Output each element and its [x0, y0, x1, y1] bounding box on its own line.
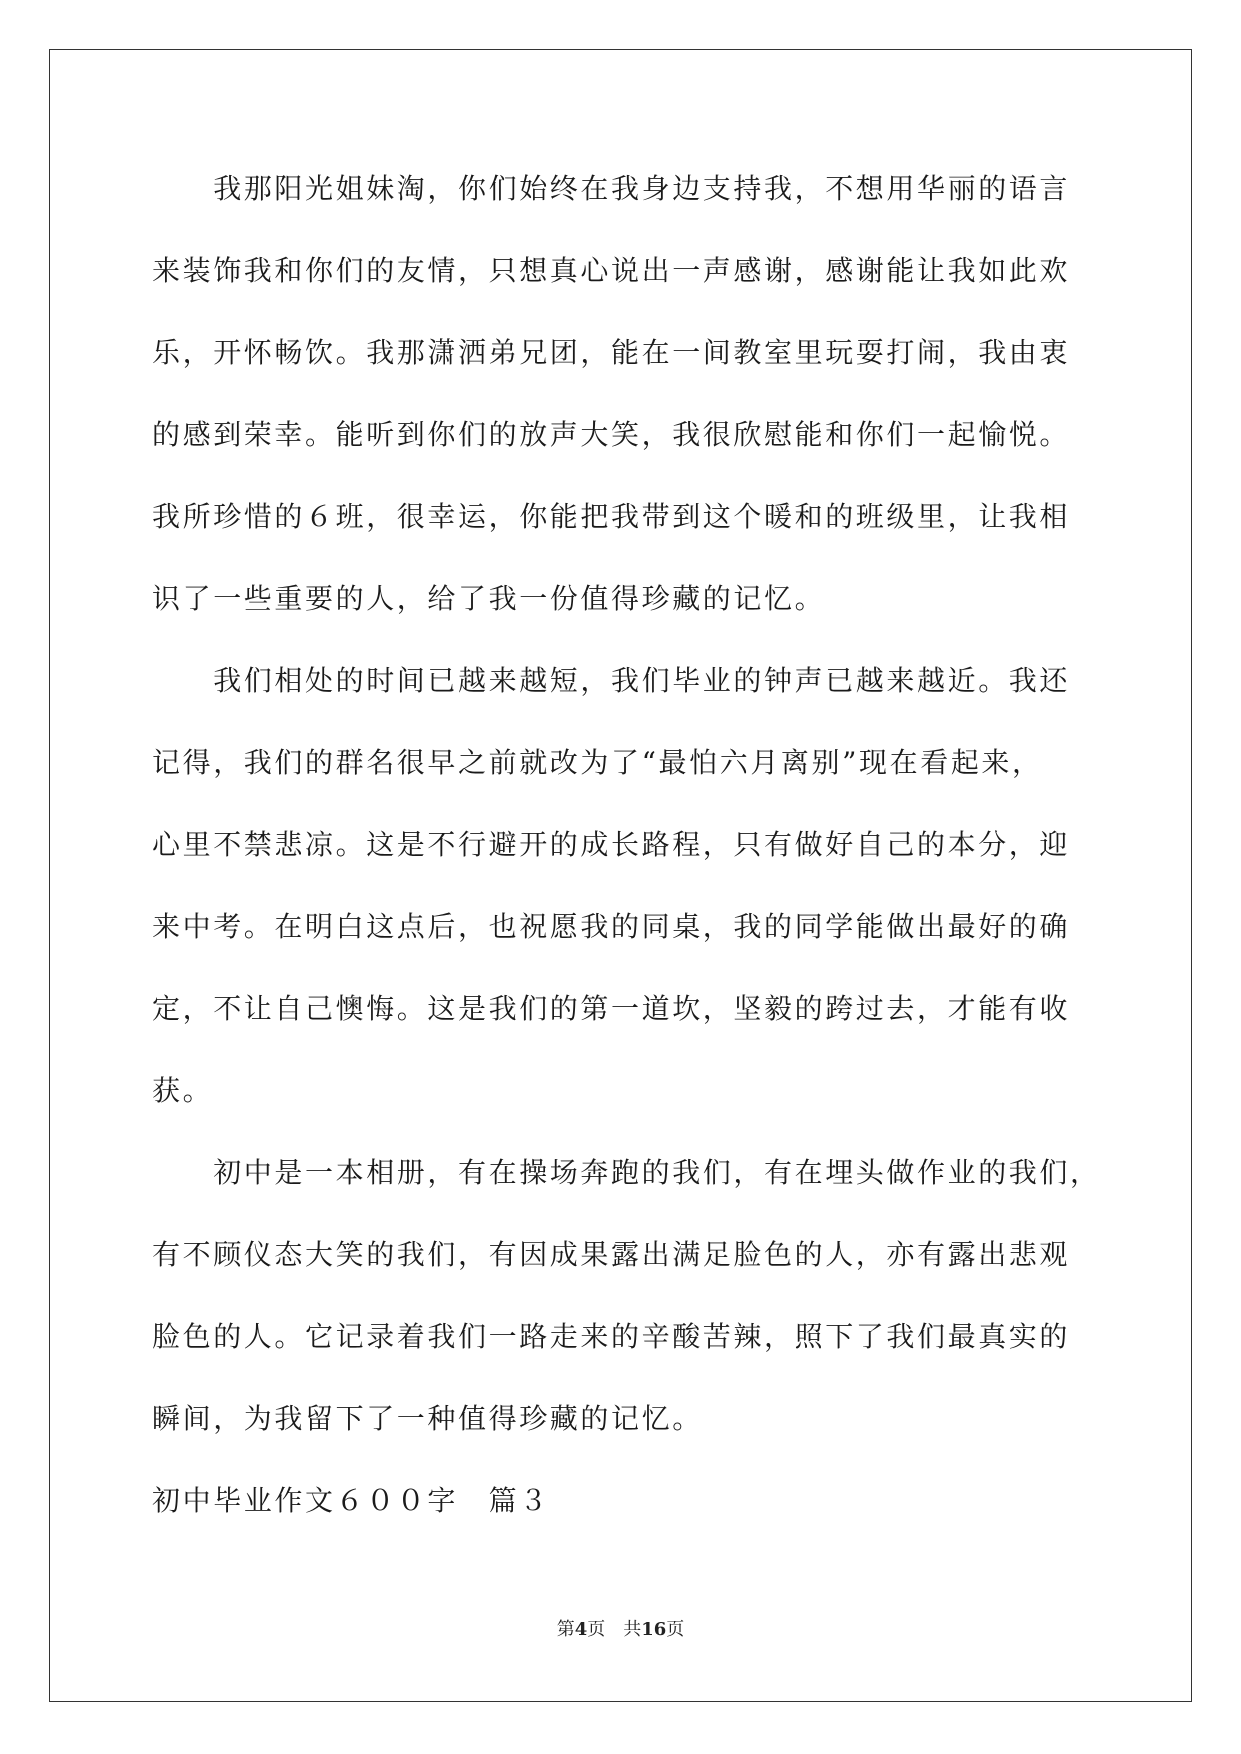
text-line: 的感到荣幸。能听到你们的放声大笑，我很欣慰能和你们一起愉悦。	[152, 418, 1071, 451]
text-line: 有不顾仪态大笑的我们，有因成果露出满足脸色的人，亦有露出悲观	[152, 1238, 1071, 1271]
page-border	[49, 49, 1192, 1702]
total-page-count: 16	[641, 1619, 667, 1640]
text-line: 我那阳光姐妹淘，你们始终在我身边支持我，不想用华丽的语言	[152, 172, 1071, 205]
footer-prefix: 第	[556, 1619, 575, 1640]
text-line: 心里不禁悲凉。这是不行避开的成长路程，只有做好自己的本分，迎	[152, 828, 1071, 861]
footer-suffix: 页	[666, 1619, 685, 1640]
current-page-number: 4	[574, 1619, 588, 1640]
text-line: 脸色的人。它记录着我们一路走来的辛酸苦辣，照下了我们最真实的	[152, 1320, 1071, 1353]
footer-middle: 页 共	[587, 1619, 642, 1640]
text-line: 识了一些重要的人，给了我一份值得珍藏的记忆。	[152, 582, 826, 615]
section-heading: 初中毕业作文６００字 篇３	[152, 1484, 550, 1517]
text-line: 乐，开怀畅饮。我那潇洒弟兄团，能在一间教室里玩耍打闹，我由衷	[152, 336, 1071, 369]
text-line: 来装饰我和你们的友情，只想真心说出一声感谢，感谢能让我如此欢	[152, 254, 1071, 287]
text-line: 定，不让自己懊悔。这是我们的第一道坎，坚毅的跨过去，才能有收	[152, 992, 1071, 1025]
text-line: 我们相处的时间已越来越短，我们毕业的钟声已越来越近。我还	[152, 664, 1071, 697]
text-line: 获。	[152, 1074, 214, 1107]
text-line: 来中考。在明白这点后，也祝愿我的同桌，我的同学能做出最好的确	[152, 910, 1071, 943]
text-line: 记得，我们的群名很早之前就改为了“最怕六月离别”现在看起来，	[152, 746, 1043, 779]
text-line: 瞬间，为我留下了一种值得珍藏的记忆。	[152, 1402, 703, 1435]
text-line: 我所珍惜的６班，很幸运，你能把我带到这个暖和的班级里，让我相	[152, 500, 1071, 533]
text-line: 初中是一本相册，有在操场奔跑的我们，有在埋头做作业的我们，	[152, 1156, 1101, 1189]
page-footer	[0, 1618, 1241, 1642]
